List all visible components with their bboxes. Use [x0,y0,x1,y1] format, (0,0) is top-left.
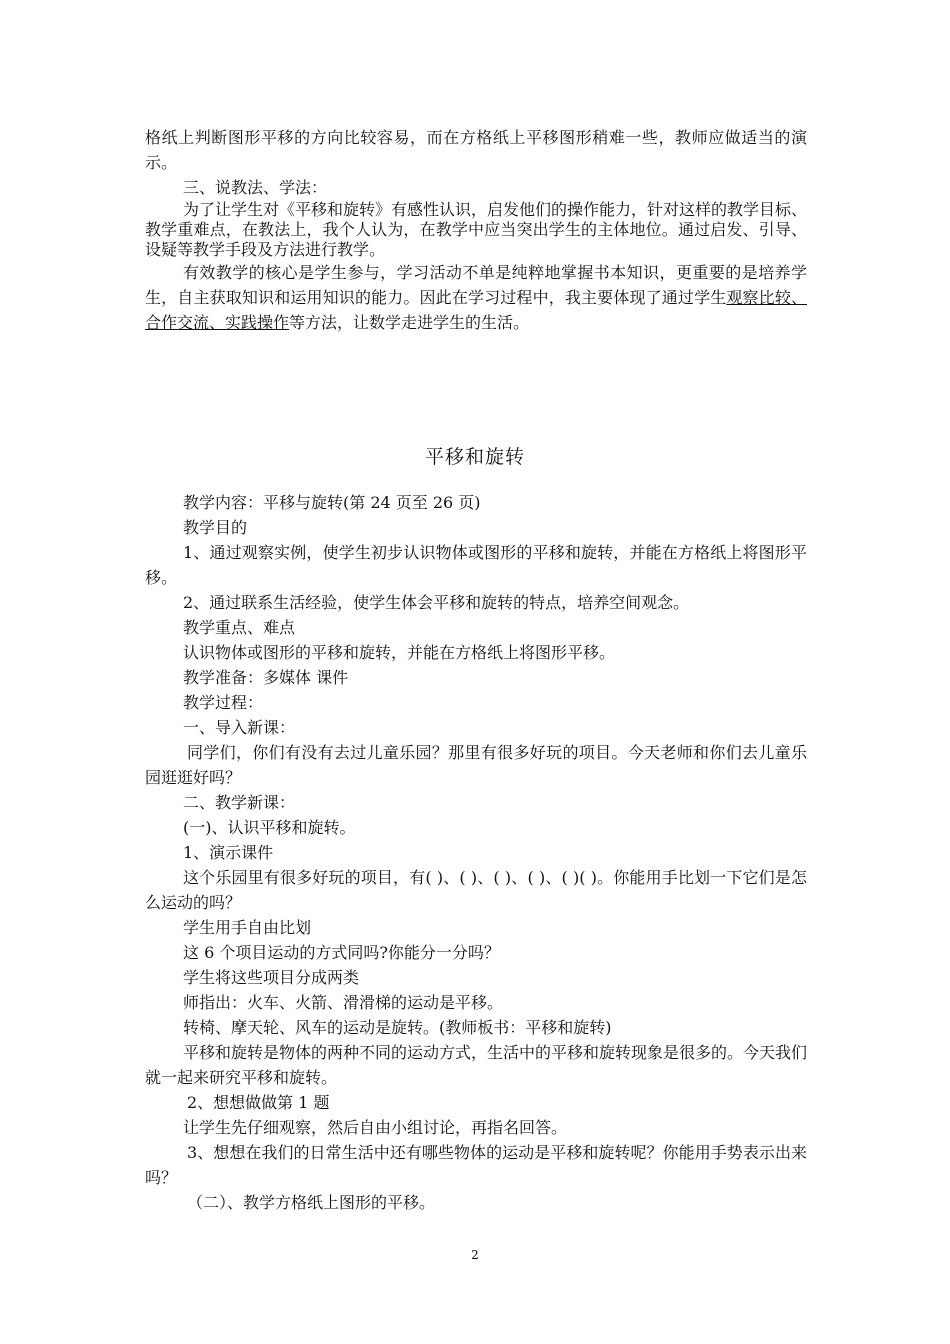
lesson-content: 教学内容：平移与旋转(第 24 页至 26 页) [183,493,481,512]
intro-paragraph-3: 为了让学生对《平移和旋转》有感性认识，启发他们的操作能力，针对这样的教学目标、教学重难点，在教法上，我个人认为，在教学中应当突出学生的主体地位。通过启发、引导、设疑等教学手段及方法进行教学。 [145,200,808,259]
lesson-title: 平移和旋转 [424,446,525,468]
intro-heading-teaching-method: 三、说教法、学法： [183,178,328,197]
think-1-text: 让学生先仔细观察，然后自由小组讨论，再指名回答。 [183,1118,568,1137]
lesson-section [145,490,807,1215]
classification-question: 这 6 个项目运动的方式同吗?你能分一分吗？ [183,943,500,962]
teaching-prep: 教学准备：多媒体 课件 [183,668,349,687]
demo-heading: 1、演示课件 [183,843,274,862]
rotation-note: 转椅、摩天轮、风车的运动是旋转。(教师板书：平移和旋转) [183,1018,612,1037]
think-1-heading: 2、想想做做第 1 题 [187,1093,330,1112]
step-1-text: 同学们，你们有没有去过儿童乐园？那里有很多好玩的项目。今天老师和你们去儿童乐园逛逛好吗？ [145,743,807,787]
page-number: 2 [471,1248,479,1262]
goal-heading: 教学目的 [183,518,248,537]
intro-p4-underlined: 观察比较、合作交流、实践操作 [145,288,807,332]
step-1-heading: 一、导入新课： [183,718,296,737]
teaching-process: 教学过程： [183,693,264,712]
think-2: 3、想想在我们的日常生活中还有哪些物体的运动是平移和旋转呢？你能用手势表示出来吗？ [145,1143,807,1187]
intro-p4-before: 有效教学的核心是学生参与，学习活动不单是纯粹地掌握书本知识，更重要的是培养学生，自主获取知识和运用知识的能力。因此在学习过程中，我主要体现了通过学生 [145,263,807,307]
intro-section [145,125,807,335]
step-2-heading: 二、教学新课： [183,793,296,812]
intro-p4-after: 等方法，让数学走进学生的生活。 [289,313,530,332]
intro-paragraph-4 [145,260,807,335]
goal-2: 2、通过联系生活经验，使学生体会平移和旋转的特点，培养空间观念。 [183,593,690,612]
sub-section-1: (一)、认识平移和旋转。 [183,818,356,837]
students-gesture: 学生用手自由比划 [183,918,312,937]
summary: 平移和旋转是物体的两种不同的运动方式，生活中的平移和旋转现象是很多的。今天我们就一起来研究平移和旋转。 [145,1043,808,1087]
demo-text: 这个乐园里有很多好玩的项目，有( )、( )、( )、( )、( )( )。你能用手比划一下它们是怎么运动的吗？ [145,868,807,912]
key-heading: 教学重点、难点 [183,618,296,637]
teacher-point: 师指出：火车、火箭、滑滑梯的运动是平移。 [183,993,504,1012]
students-classify: 学生将这些项目分成两类 [183,968,360,987]
key-text: 认识物体或图形的平移和旋转，并能在方格纸上将图形平移。 [183,643,616,662]
intro-paragraph-1: 格纸上判断图形平移的方向比较容易，而在方格纸上平移图形稍难一些，教师应做适当的演示。 [145,128,807,172]
sub-section-2: （二）、教学方格纸上图形的平移。 [187,1193,436,1212]
goal-1: 1、通过观察实例，使学生初步认识物体或图形的平移和旋转，并能在方格纸上将图形平移。 [145,543,807,587]
